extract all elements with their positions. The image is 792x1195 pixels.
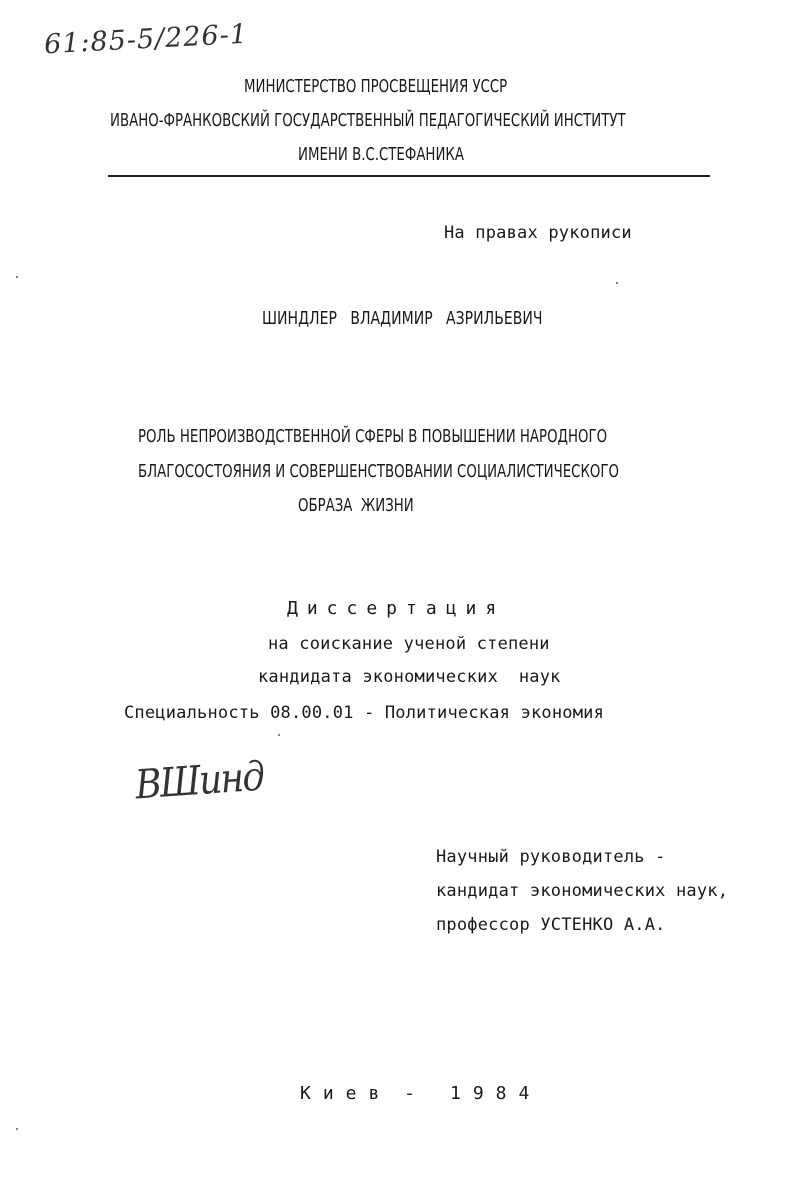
author-name: ШИНДЛЕР ВЛАДИМИР АЗРИЛЬЕВИЧ [262, 308, 543, 329]
scan-speck [616, 282, 618, 284]
degree-line-1: на соискание ученой степени [268, 634, 550, 654]
ministry-line: МИНИСТЕРСТВО ПРОСВЕЩЕНИЯ УССР [244, 76, 508, 97]
archive-code: 61:85-5/226-1 [43, 18, 249, 61]
footer-year: 1984 [450, 1083, 542, 1104]
scan-speck [16, 1128, 18, 1130]
title-line-3: ОБРАЗА ЖИЗНИ [298, 495, 414, 516]
dissertation-heading: Диссертация [287, 598, 506, 619]
scan-speck [278, 734, 280, 736]
degree-line-2: кандидата экономических наук [258, 667, 561, 687]
footer-dash: - [404, 1083, 424, 1104]
specialty-line: Специальность 08.00.01 - Политическая экономия [124, 703, 605, 723]
title-line-1: РОЛЬ НЕПРОИЗВОДСТВЕННОЙ СФЕРЫ В ПОВЫШЕНИИ НАРОДНОГО [138, 426, 608, 447]
supervisor-line-2: кандидат экономических наук, [436, 881, 729, 901]
author-signature: ВШинд [133, 753, 265, 809]
header-rule [108, 175, 710, 177]
scan-speck [16, 276, 18, 278]
manuscript-rights: На правах рукописи [444, 223, 632, 243]
supervisor-line-3: профессор УСТЕНКО А.А. [436, 915, 666, 935]
title-line-2: БЛАГОСОСТОЯНИЯ И СОВЕРШЕНСТВОВАНИИ СОЦИАЛИСТИЧЕСКОГО [138, 461, 620, 482]
institute-name-line: ИМЕНИ В.С.СТЕФАНИКА [298, 144, 464, 165]
supervisor-line-1: Научный руководитель - [436, 847, 666, 867]
footer-city: Киев [300, 1083, 392, 1104]
institute-line: ИВАНО-ФРАНКОВСКИЙ ГОСУДАРСТВЕННЫЙ ПЕДАГОГИЧЕСКИЙ ИНСТИТУТ [110, 110, 626, 131]
